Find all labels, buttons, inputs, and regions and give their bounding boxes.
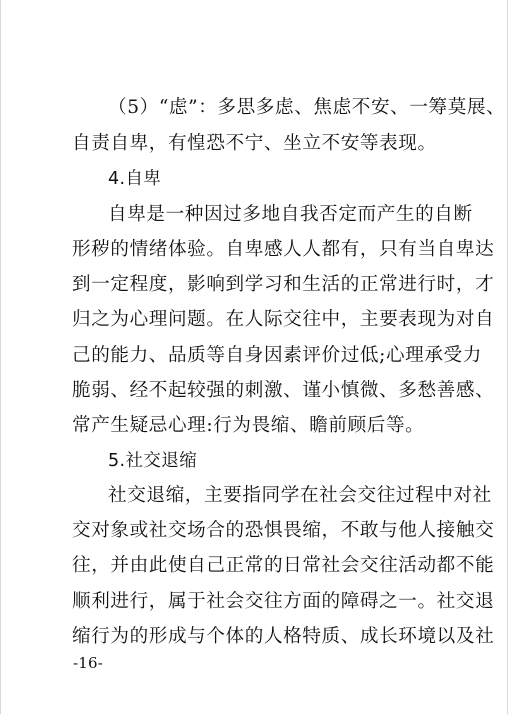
text-line-13: 顺利进行，属于社会交往方面的障碍之一。社交退	[72, 591, 495, 612]
text-line-7: 己的能力、品质等自身因素评价过低;心理承受力	[72, 345, 482, 366]
section-heading-5: 5.社交退缩	[108, 451, 198, 471]
text-line-2: 自责自卑，有惶恐不宁、坐立不安等表现。	[72, 133, 437, 154]
page-number: -16-	[73, 654, 104, 672]
text-line-3: 自卑是一种因过多地自我否定而产生的自断	[108, 204, 473, 225]
text-line-11: 交对象或社交场合的恐惧畏缩，不敢与他人接触交	[72, 520, 495, 541]
text-line-6: 归之为心理问题。在人际交往中，主要表现为对自	[72, 309, 495, 330]
text-line-5: 到一定程度，影响到学习和生活的正常进行时，才	[72, 274, 495, 295]
text-line-14: 缩行为的形成与个体的人格特质、成长环境以及社	[72, 626, 495, 647]
text-line-12: 往，并由此使自己正常的日常社会交往活动都不能	[72, 555, 495, 576]
text-line-1: （5）“虑”：多思多虑、焦虑不安、一筹莫展、	[108, 97, 506, 118]
text-line-10: 社交退缩，主要指同学在社会交往过程中对社	[108, 485, 492, 506]
text-line-9: 常产生疑忌心理:行为畏缩、瞻前顾后等。	[72, 415, 425, 436]
section-heading-4: 4.自卑	[108, 169, 162, 189]
text-line-8: 脆弱、经不起较强的刺激、谨小慎微、多愁善感、	[72, 380, 495, 401]
text-line-4: 形秽的情绪体验。自卑感人人都有，只有当自卑达	[72, 239, 495, 260]
